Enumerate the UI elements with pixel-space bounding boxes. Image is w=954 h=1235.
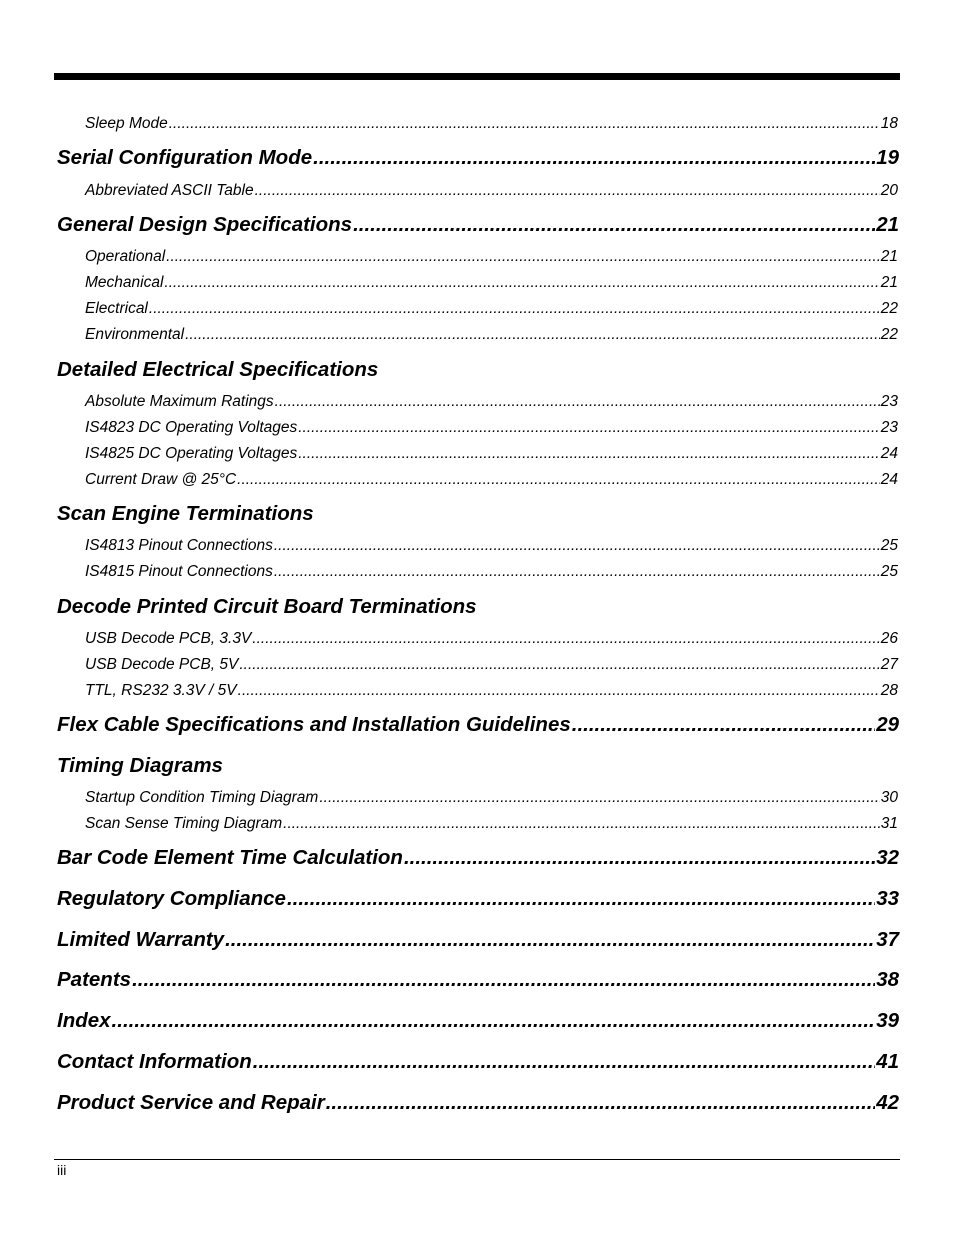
toc-page-number: 28 (880, 682, 898, 699)
dot-leader (164, 274, 879, 292)
toc-entry-scan-sense-timing-diagram[interactable] (85, 815, 898, 835)
toc-page-number: 29 (876, 713, 899, 736)
dot-leader (132, 968, 875, 992)
toc-entry-flex-cable-specifications[interactable] (57, 713, 899, 739)
toc-page-number: 38 (876, 968, 899, 991)
toc-entry-environmental[interactable] (85, 326, 898, 346)
toc-title: Mechanical (85, 274, 164, 291)
dot-leader (239, 656, 879, 674)
toc-page-number: 33 (876, 887, 899, 910)
toc-entry-abbreviated-ascii-table[interactable] (85, 182, 898, 202)
dot-leader (237, 471, 880, 489)
toc-heading-scan-engine-terminations[interactable]: Scan Engine Terminations (57, 502, 314, 525)
toc-entry-product-service-and-repair[interactable] (57, 1091, 899, 1117)
dot-leader (319, 789, 879, 807)
toc-title: Product Service and Repair (57, 1091, 325, 1114)
toc-title: Scan Sense Timing Diagram (85, 815, 283, 832)
dot-leader (166, 248, 880, 266)
toc-entry-limited-warranty[interactable] (57, 928, 899, 954)
footer-rule (54, 1159, 900, 1160)
toc-title: IS4813 Pinout Connections (85, 537, 273, 554)
toc-entry-is4825-dc-operating-voltages[interactable] (85, 445, 898, 465)
dot-leader (274, 537, 880, 555)
toc-page-number: 22 (880, 300, 898, 317)
toc-entry-serial-configuration-mode[interactable] (57, 146, 899, 172)
dot-leader (253, 1050, 875, 1074)
toc-title: Absolute Maximum Ratings (85, 393, 274, 410)
toc-page-number: 39 (876, 1009, 899, 1032)
toc-title: Contact Information (57, 1050, 252, 1073)
dot-leader (225, 928, 875, 952)
toc-page-number: 23 (880, 393, 898, 410)
toc-page-number: 19 (876, 146, 899, 169)
toc-entry-ttl-rs232[interactable] (85, 682, 898, 702)
toc-title: Index (57, 1009, 111, 1032)
dot-leader (572, 713, 875, 737)
toc-entry-index[interactable] (57, 1009, 899, 1035)
toc-page-number: 26 (880, 630, 898, 647)
toc-page-number: 27 (880, 656, 898, 673)
toc-title: USB Decode PCB, 5V (85, 656, 239, 673)
toc-heading-detailed-electrical-specifications[interactable]: Detailed Electrical Specifications (57, 358, 379, 381)
toc-title: USB Decode PCB, 3.3V (85, 630, 252, 647)
toc-page-number: 31 (880, 815, 898, 832)
dot-leader (298, 445, 880, 463)
toc-entry-startup-condition-timing-diagram[interactable] (85, 789, 898, 809)
toc-title: Startup Condition Timing Diagram (85, 789, 319, 806)
toc-title: IS4823 DC Operating Voltages (85, 419, 298, 436)
toc-page-number: 23 (880, 419, 898, 436)
toc-page-number: 21 (876, 213, 899, 236)
toc-page-number: 41 (876, 1050, 899, 1073)
toc-title: Bar Code Element Time Calculation (57, 846, 403, 869)
dot-leader (283, 815, 880, 833)
toc-title: Environmental (85, 326, 185, 343)
toc-title: IS4815 Pinout Connections (85, 563, 273, 580)
dot-leader (238, 682, 880, 700)
dot-leader (169, 115, 880, 133)
toc-heading-timing-diagrams[interactable]: Timing Diagrams (57, 754, 223, 777)
dot-leader (185, 326, 880, 344)
toc-entry-current-draw[interactable] (85, 471, 898, 491)
toc-heading-decode-pcb-terminations[interactable]: Decode Printed Circuit Board Terminations (57, 595, 477, 618)
toc-title: Limited Warranty (57, 928, 225, 951)
toc-page-number: 22 (880, 326, 898, 343)
toc-entry-regulatory-compliance[interactable] (57, 887, 899, 913)
toc-title: Serial Configuration Mode (57, 146, 313, 169)
toc-entry-operational[interactable] (85, 248, 898, 268)
toc-entry-patents[interactable] (57, 968, 899, 994)
dot-leader (404, 846, 875, 870)
toc-title: Flex Cable Specifications and Installation Guidelines (57, 713, 571, 736)
toc-entry-usb-decode-pcb-3v3[interactable] (85, 630, 898, 650)
toc-entry-mechanical[interactable] (85, 274, 898, 294)
toc-page-number: 24 (880, 471, 898, 488)
toc-entry-contact-information[interactable] (57, 1050, 899, 1076)
dot-leader (255, 182, 880, 200)
toc-entry-is4815-pinout-connections[interactable] (85, 563, 898, 583)
toc-entry-absolute-maximum-ratings[interactable] (85, 393, 898, 413)
toc-page-number: 42 (876, 1091, 899, 1114)
toc-page-number: 21 (880, 248, 898, 265)
footer-page-number: iii (57, 1162, 67, 1178)
dot-leader (274, 563, 880, 581)
dot-leader (287, 887, 875, 911)
toc-title: Current Draw @ 25°C (85, 471, 237, 488)
toc-page-number: 21 (880, 274, 898, 291)
toc-page-number: 30 (880, 789, 898, 806)
dot-leader (252, 630, 879, 648)
toc-entry-usb-decode-pcb-5v[interactable] (85, 656, 898, 676)
toc-title: Regulatory Compliance (57, 887, 286, 910)
dot-leader (275, 393, 880, 411)
toc-title: Electrical (85, 300, 148, 317)
toc-title: General Design Specifications (57, 213, 353, 236)
dot-leader (149, 300, 880, 318)
toc-page-number: 32 (876, 846, 899, 869)
toc-page-number: 18 (880, 115, 898, 132)
dot-leader (298, 419, 880, 437)
dot-leader (326, 1091, 875, 1115)
toc-entry-is4813-pinout-connections[interactable] (85, 537, 898, 557)
toc-page-number: 24 (880, 445, 898, 462)
toc-entry-sleep-mode[interactable] (85, 115, 898, 135)
toc-entry-bar-code-element-time-calculation[interactable] (57, 846, 899, 872)
toc-page-number: 25 (880, 563, 898, 580)
dot-leader (313, 146, 875, 170)
toc-entry-general-design-specifications[interactable] (57, 213, 899, 239)
toc-title: Abbreviated ASCII Table (85, 182, 254, 199)
toc-title: Sleep Mode (85, 115, 168, 132)
dot-leader (112, 1009, 876, 1033)
toc-title: Patents (57, 968, 132, 991)
dot-leader (353, 213, 875, 237)
toc-page-number: 37 (876, 928, 899, 951)
toc-title: TTL, RS232 3.3V / 5V (85, 682, 237, 699)
toc-title: IS4825 DC Operating Voltages (85, 445, 298, 462)
toc-page-number: 25 (880, 537, 898, 554)
toc-entry-is4823-dc-operating-voltages[interactable] (85, 419, 898, 439)
toc-page-number: 20 (880, 182, 898, 199)
toc-title: Operational (85, 248, 166, 265)
toc-entry-electrical[interactable] (85, 300, 898, 320)
